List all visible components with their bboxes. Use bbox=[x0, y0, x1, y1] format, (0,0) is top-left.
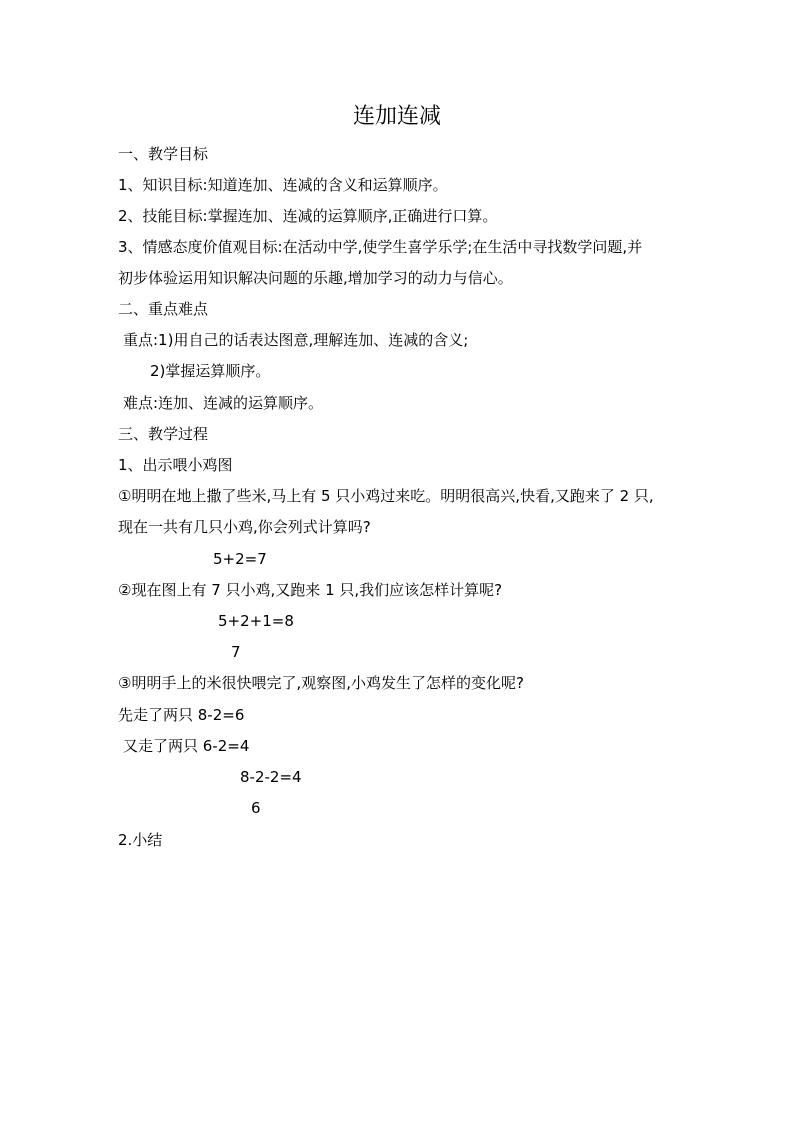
subtraction-step-1: 先走了两只 8-2=6 bbox=[118, 706, 245, 724]
objective-attitude: 3、情感态度价值观目标:在活动中学,使学生喜学乐学;在生活中寻找数学问题,并 bbox=[118, 238, 643, 256]
subtraction-step-2: 又走了两只 6-2=4 bbox=[123, 737, 250, 755]
difficulty: 难点:连加、连减的运算顺序。 bbox=[123, 394, 324, 412]
document-title: 连加连减 bbox=[352, 104, 441, 129]
scenario-1: ①明明在地上撒了些米,马上有 5 只小鸡过来吃。明明很高兴,快看,又跑来了 2 只, bbox=[118, 487, 654, 505]
objective-attitude-continued: 初步体验运用知识解决问题的乐趣,增加学习的动力与信心。 bbox=[118, 269, 513, 287]
section-heading-process: 三、教学过程 bbox=[118, 425, 209, 443]
objective-knowledge: 1、知识目标:知道连加、连减的含义和运算顺序。 bbox=[118, 176, 448, 194]
intermediate-result-addition: 7 bbox=[231, 643, 241, 661]
equation-continuous-addition: 5+2+1=8 bbox=[218, 612, 294, 630]
scenario-3: ③明明手上的米很快喂完了,观察图,小鸡发生了怎样的变化呢? bbox=[118, 674, 524, 692]
process-step-1: 1、出示喂小鸡图 bbox=[118, 456, 233, 474]
intermediate-result-subtraction: 6 bbox=[251, 799, 261, 817]
equation-continuous-subtraction: 8-2-2=4 bbox=[240, 768, 302, 786]
objective-skill: 2、技能目标:掌握连加、连减的运算顺序,正确进行口算。 bbox=[118, 207, 498, 225]
scenario-2: ②现在图上有 7 只小鸡,又跑来 1 只,我们应该怎样计算呢? bbox=[118, 581, 503, 599]
scenario-1-continued: 现在一共有几只小鸡,你会列式计算吗? bbox=[118, 518, 371, 536]
summary-heading: 2.小结 bbox=[118, 831, 163, 849]
section-heading-key-points: 二、重点难点 bbox=[118, 300, 209, 318]
key-point-1: 重点:1)用自己的话表达图意,理解连加、连减的含义; bbox=[123, 331, 469, 349]
equation-addition: 5+2=7 bbox=[213, 550, 267, 568]
key-point-2: 2)掌握运算顺序。 bbox=[150, 362, 271, 380]
section-heading-objectives: 一、教学目标 bbox=[118, 145, 209, 163]
